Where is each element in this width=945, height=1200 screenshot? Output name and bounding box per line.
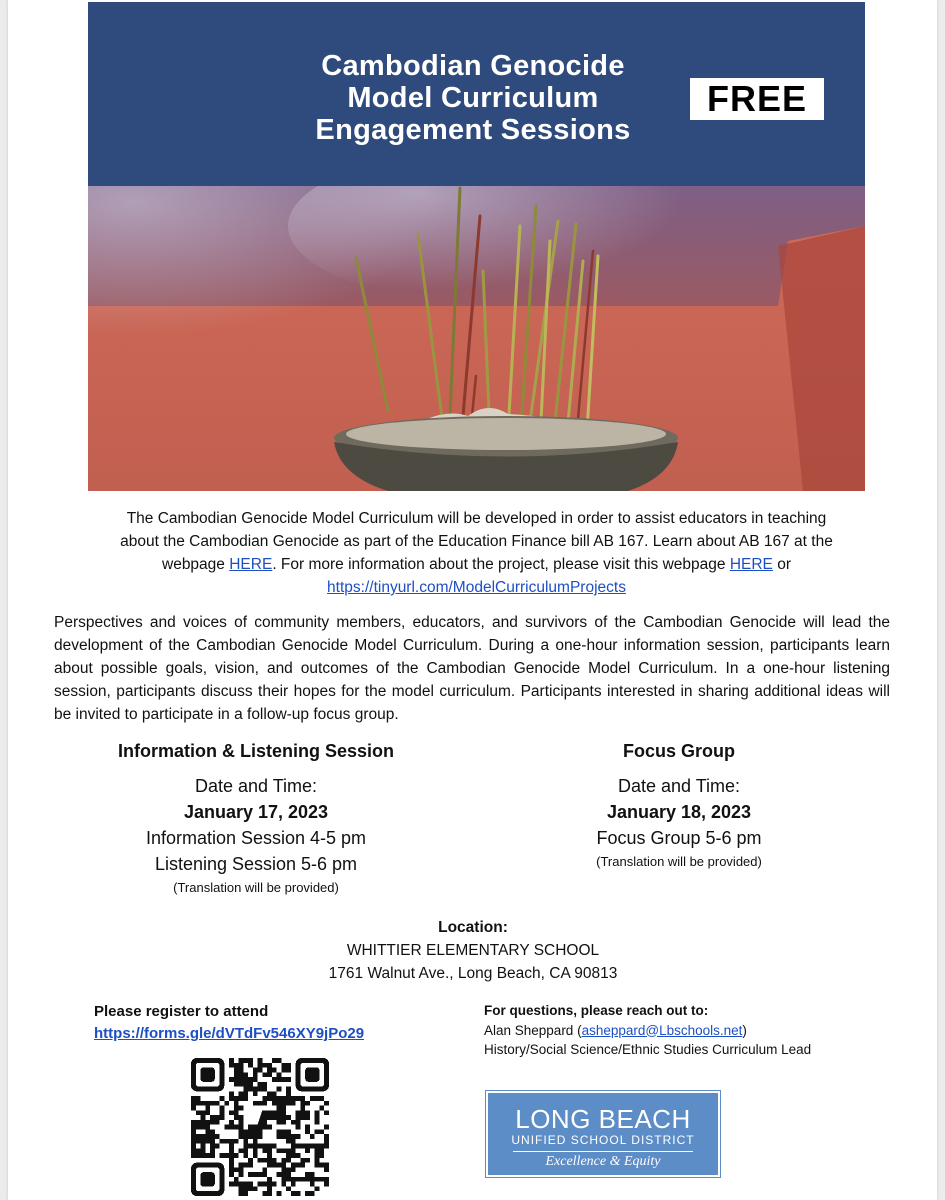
session-heading: Information & Listening Session	[117, 741, 395, 761]
location-block	[248, 916, 698, 985]
ab167-here-link[interactable]: HERE	[229, 556, 273, 573]
banner-title-line-1: Cambodian Genocide	[321, 50, 625, 82]
contact-name-line	[484, 1021, 904, 1041]
location-address: 1761 Walnut Ave., Long Beach, CA 90813	[328, 965, 618, 982]
banner-title-line-3: Engagement Sessions	[315, 114, 631, 146]
register-link[interactable]: https://forms.gle/dVTdFv546XY9jPo29	[94, 1025, 365, 1042]
register-block	[94, 1001, 474, 1045]
location-label: Location:	[438, 919, 508, 936]
incense-illustration	[88, 186, 865, 491]
date-label: Date and Time:	[194, 776, 318, 796]
logo-divider	[513, 1151, 693, 1152]
project-here-link[interactable]: HERE	[729, 556, 773, 573]
incense-photo	[88, 186, 865, 491]
lbusd-logo	[486, 1091, 720, 1177]
qr-code[interactable]	[191, 1058, 329, 1196]
session-heading: Focus Group	[623, 741, 735, 761]
date-label: Date and Time:	[617, 776, 741, 796]
flyer-page	[8, 0, 937, 1200]
tinyurl-link[interactable]: https://tinyurl.com/ModelCurriculumProjects	[327, 579, 626, 596]
contact-heading: For questions, please reach out to:	[484, 1003, 709, 1018]
session-time-1: Information Session 4-5 pm	[145, 828, 367, 848]
description-paragraph: Perspectives and voices of community members, educators, and survivors of the Cambodian Genocide will lead the development of the Cambodian Genocide Model Curriculum. During a one-hour information session, participants learn about possible goals, vision, and outcomes of the Cambodian Genocide Model Curriculum. In a one-hour listening session, participants discuss their hopes for the model curriculum. Participants interested in sharing additional ideas will be invited to participate in a follow-up focus group.	[54, 614, 890, 723]
intro-text-a: The Cambodian Genocide Model Curriculum will be developed in order to assist educators in teaching about the Cambodian Genocide as part of the Education Finance bill AB 167. Learn about AB 167 at the webpage	[120, 510, 833, 573]
logo-line-3: Excellence & Equity	[545, 1154, 661, 1169]
contact-close: )	[742, 1022, 747, 1038]
location-name: WHITTIER ELEMENTARY SCHOOL	[346, 942, 600, 959]
focus-group-session	[568, 739, 790, 873]
banner-title-line-2: Model Curriculum	[347, 82, 599, 114]
info-listening-session	[88, 739, 424, 899]
session-time-2: Listening Session 5-6 pm	[154, 854, 358, 874]
intro-text-b: . For more information about the project, please visit this webpage	[272, 556, 730, 573]
intro-text-c: or	[772, 556, 791, 573]
free-badge: FREE	[690, 78, 824, 120]
session-date: January 17, 2023	[183, 802, 329, 822]
register-heading: Please register to attend	[94, 1003, 269, 1020]
translation-note: (Translation will be provided)	[596, 854, 762, 869]
intro-paragraph	[108, 507, 845, 599]
contact-role: History/Social Science/Ethnic Studies Curriculum Lead	[484, 1042, 812, 1057]
title-banner	[88, 2, 865, 186]
session-time-1: Focus Group 5-6 pm	[596, 828, 762, 848]
contact-name: Alan Sheppard (	[484, 1022, 582, 1038]
logo-line-1: LONG BEACH	[515, 1104, 691, 1134]
banner-title	[248, 50, 698, 146]
translation-note: (Translation will be provided)	[173, 880, 339, 895]
logo-line-2: UNIFIED SCHOOL DISTRICT	[511, 1133, 695, 1147]
session-date: January 18, 2023	[606, 802, 752, 822]
contact-block	[484, 1001, 904, 1060]
contact-email-link[interactable]: asheppard@Lbschools.net	[581, 1022, 743, 1038]
